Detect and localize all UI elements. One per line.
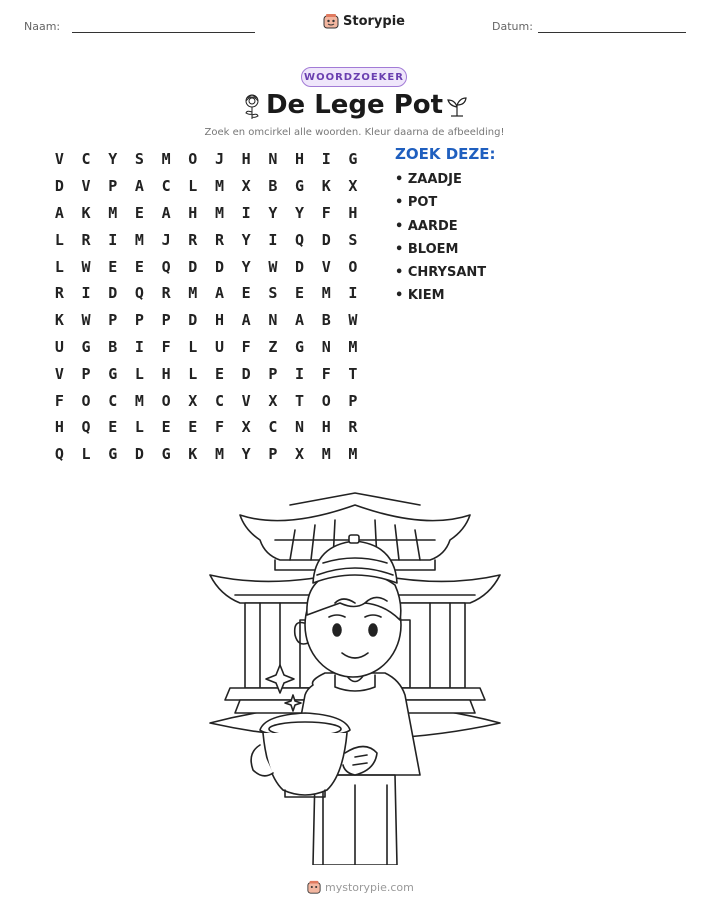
- grid-cell[interactable]: H: [241, 150, 251, 169]
- grid-cell[interactable]: D: [188, 311, 198, 330]
- grid-cell[interactable]: L: [188, 337, 198, 356]
- grid-cell[interactable]: O: [321, 391, 331, 410]
- grid-cell[interactable]: E: [188, 418, 198, 437]
- grid-cell[interactable]: M: [188, 284, 198, 303]
- grid-cell[interactable]: R: [348, 418, 358, 437]
- grid-cell[interactable]: C: [161, 177, 171, 196]
- grid-cell[interactable]: D: [188, 257, 198, 276]
- grid-cell[interactable]: D: [241, 364, 251, 383]
- grid-cell[interactable]: P: [348, 391, 358, 410]
- brand-name: Storypie: [343, 13, 405, 29]
- grid-cell[interactable]: I: [268, 230, 278, 249]
- grid-cell[interactable]: E: [108, 418, 118, 437]
- footer: [307, 880, 414, 894]
- grid-cell[interactable]: D: [134, 445, 144, 464]
- grid-cell[interactable]: V: [81, 177, 91, 196]
- grid-cell[interactable]: G: [108, 445, 118, 464]
- grid-cell[interactable]: H: [295, 150, 305, 169]
- grid-cell[interactable]: B: [108, 337, 118, 356]
- grid-cell[interactable]: J: [161, 230, 171, 249]
- word-item: • CHRYSANT: [395, 265, 487, 281]
- grid-cell[interactable]: D: [295, 257, 305, 276]
- grid-cell[interactable]: Q: [81, 418, 91, 437]
- grid-cell[interactable]: C: [108, 391, 118, 410]
- grid-cell[interactable]: O: [81, 391, 91, 410]
- grid-cell[interactable]: C: [214, 391, 224, 410]
- grid-cell[interactable]: F: [241, 337, 251, 356]
- grid-cell[interactable]: F: [161, 337, 171, 356]
- grid-cell[interactable]: K: [81, 203, 91, 222]
- date-line: [538, 32, 686, 33]
- grid-cell[interactable]: W: [81, 257, 91, 276]
- grid-cell[interactable]: D: [108, 284, 118, 303]
- grid-cell[interactable]: M: [134, 230, 144, 249]
- grid-cell[interactable]: I: [108, 230, 118, 249]
- grid-cell[interactable]: H: [348, 203, 358, 222]
- grid-cell[interactable]: D: [214, 257, 224, 276]
- grid-cell[interactable]: V: [54, 364, 64, 383]
- grid-cell[interactable]: E: [214, 364, 224, 383]
- word-item: • POT: [395, 195, 438, 211]
- grid-cell[interactable]: A: [295, 311, 305, 330]
- coloring-illustration: [205, 485, 505, 865]
- grid-cell[interactable]: E: [134, 257, 144, 276]
- name-line: [72, 32, 255, 33]
- grid-cell[interactable]: V: [321, 257, 331, 276]
- grid-cell[interactable]: X: [348, 177, 358, 196]
- grid-cell[interactable]: I: [321, 150, 331, 169]
- grid-cell[interactable]: S: [268, 284, 278, 303]
- grid-cell[interactable]: V: [241, 391, 251, 410]
- grid-cell[interactable]: L: [188, 177, 198, 196]
- grid-cell[interactable]: I: [295, 364, 305, 383]
- page-title: De Lege Pot: [265, 90, 444, 120]
- grid-cell[interactable]: E: [161, 418, 171, 437]
- grid-cell[interactable]: M: [321, 284, 331, 303]
- storypie-logo-icon: [307, 880, 321, 894]
- grid-cell[interactable]: G: [81, 337, 91, 356]
- grid-cell[interactable]: G: [348, 150, 358, 169]
- grid-cell[interactable]: L: [54, 257, 64, 276]
- word-list-title: ZOEK DEZE:: [395, 145, 496, 163]
- grid-cell[interactable]: Y: [241, 445, 251, 464]
- grid-cell[interactable]: M: [134, 391, 144, 410]
- grid-cell[interactable]: T: [348, 364, 358, 383]
- grid-cell[interactable]: Q: [54, 445, 64, 464]
- grid-cell[interactable]: A: [241, 311, 251, 330]
- grid-cell[interactable]: M: [214, 203, 224, 222]
- grid-cell[interactable]: K: [54, 311, 64, 330]
- grid-cell[interactable]: S: [348, 230, 358, 249]
- grid-cell[interactable]: I: [81, 284, 91, 303]
- grid-cell[interactable]: G: [295, 177, 305, 196]
- grid-cell[interactable]: W: [268, 257, 278, 276]
- grid-cell[interactable]: L: [81, 445, 91, 464]
- grid-cell[interactable]: M: [348, 337, 358, 356]
- grid-cell[interactable]: P: [81, 364, 91, 383]
- grid-cell[interactable]: N: [321, 337, 331, 356]
- grid-cell[interactable]: A: [161, 203, 171, 222]
- grid-cell[interactable]: K: [188, 445, 198, 464]
- grid-cell[interactable]: X: [188, 391, 198, 410]
- grid-cell[interactable]: U: [54, 337, 64, 356]
- grid-cell[interactable]: X: [295, 445, 305, 464]
- grid-cell[interactable]: A: [214, 284, 224, 303]
- storypie-logo-icon: [323, 13, 339, 29]
- grid-cell[interactable]: Y: [268, 203, 278, 222]
- grid-cell[interactable]: E: [134, 203, 144, 222]
- grid-cell[interactable]: H: [161, 364, 171, 383]
- word-item: • AARDE: [395, 218, 458, 234]
- grid-cell[interactable]: X: [241, 177, 251, 196]
- grid-cell[interactable]: M: [161, 150, 171, 169]
- grid-cell[interactable]: Q: [134, 284, 144, 303]
- grid-cell[interactable]: A: [54, 203, 64, 222]
- grid-cell[interactable]: M: [348, 445, 358, 464]
- grid-cell[interactable]: O: [348, 257, 358, 276]
- grid-cell[interactable]: V: [54, 150, 64, 169]
- footer-url: mystorypie.com: [325, 880, 414, 894]
- grid-cell[interactable]: H: [321, 418, 331, 437]
- grid-cell[interactable]: S: [134, 150, 144, 169]
- grid-cell[interactable]: D: [54, 177, 64, 196]
- grid-cell[interactable]: F: [321, 203, 331, 222]
- grid-cell[interactable]: L: [134, 418, 144, 437]
- grid-cell[interactable]: E: [241, 284, 251, 303]
- grid-cell[interactable]: L: [188, 364, 198, 383]
- date-label: Datum:: [492, 20, 533, 33]
- grid-cell[interactable]: R: [161, 284, 171, 303]
- grid-cell[interactable]: X: [241, 418, 251, 437]
- grid-cell[interactable]: F: [214, 418, 224, 437]
- grid-cell[interactable]: M: [108, 203, 118, 222]
- grid-cell[interactable]: H: [54, 418, 64, 437]
- grid-cell[interactable]: R: [214, 230, 224, 249]
- grid-cell[interactable]: P: [161, 311, 171, 330]
- grid-cell[interactable]: C: [268, 418, 278, 437]
- grid-cell[interactable]: K: [321, 177, 331, 196]
- grid-cell[interactable]: L: [54, 230, 64, 249]
- grid-cell[interactable]: G: [295, 337, 305, 356]
- word-item: • KIEM: [395, 288, 445, 304]
- grid-cell[interactable]: W: [81, 311, 91, 330]
- name-label: Naam:: [24, 20, 61, 33]
- grid-cell[interactable]: N: [268, 311, 278, 330]
- grid-cell[interactable]: M: [214, 177, 224, 196]
- grid-cell[interactable]: D: [321, 230, 331, 249]
- grid-cell[interactable]: P: [108, 311, 118, 330]
- grid-cell[interactable]: L: [134, 364, 144, 383]
- grid-cell[interactable]: H: [214, 311, 224, 330]
- grid-cell[interactable]: Y: [108, 150, 118, 169]
- word-search-grid[interactable]: [46, 146, 366, 468]
- grid-cell[interactable]: P: [268, 445, 278, 464]
- grid-cell[interactable]: I: [134, 337, 144, 356]
- sprout-icon: [445, 94, 469, 118]
- grid-cell[interactable]: Y: [295, 203, 305, 222]
- grid-cell[interactable]: P: [134, 311, 144, 330]
- brand-logo: [323, 13, 405, 29]
- grid-cell[interactable]: U: [214, 337, 224, 356]
- grid-cell[interactable]: A: [134, 177, 144, 196]
- grid-cell[interactable]: O: [188, 150, 198, 169]
- grid-cell[interactable]: Y: [241, 257, 251, 276]
- grid-cell[interactable]: F: [321, 364, 331, 383]
- grid-cell[interactable]: N: [295, 418, 305, 437]
- grid-cell[interactable]: Q: [161, 257, 171, 276]
- grid-cell[interactable]: O: [161, 391, 171, 410]
- word-list: [395, 172, 486, 312]
- grid-cell[interactable]: Q: [295, 230, 305, 249]
- grid-cell[interactable]: E: [108, 257, 118, 276]
- grid-cell[interactable]: C: [81, 150, 91, 169]
- grid-cell[interactable]: W: [348, 311, 358, 330]
- grid-cell[interactable]: Y: [241, 230, 251, 249]
- grid-cell[interactable]: P: [108, 177, 118, 196]
- word-item: • BLOEM: [395, 241, 459, 257]
- grid-cell[interactable]: R: [54, 284, 64, 303]
- grid-cell[interactable]: Z: [268, 337, 278, 356]
- grid-cell[interactable]: T: [295, 391, 305, 410]
- grid-cell[interactable]: F: [54, 391, 64, 410]
- grid-cell[interactable]: M: [214, 445, 224, 464]
- grid-cell[interactable]: H: [188, 203, 198, 222]
- grid-cell[interactable]: G: [161, 445, 171, 464]
- grid-cell[interactable]: R: [81, 230, 91, 249]
- grid-cell[interactable]: G: [108, 364, 118, 383]
- grid-cell[interactable]: B: [268, 177, 278, 196]
- grid-cell[interactable]: I: [348, 284, 358, 303]
- grid-cell[interactable]: N: [268, 150, 278, 169]
- word-item: • ZAADJE: [395, 172, 462, 187]
- grid-cell[interactable]: I: [241, 203, 251, 222]
- grid-cell[interactable]: M: [321, 445, 331, 464]
- grid-cell[interactable]: E: [295, 284, 305, 303]
- grid-cell[interactable]: X: [268, 391, 278, 410]
- grid-cell[interactable]: P: [268, 364, 278, 383]
- grid-cell[interactable]: R: [188, 230, 198, 249]
- grid-cell[interactable]: B: [321, 311, 331, 330]
- instructions: Zoek en omcirkel alle woorden. Kleur daarna de afbeelding!: [204, 127, 505, 138]
- grid-cell[interactable]: J: [214, 150, 224, 169]
- category-badge: WOORDZOEKER: [301, 67, 407, 87]
